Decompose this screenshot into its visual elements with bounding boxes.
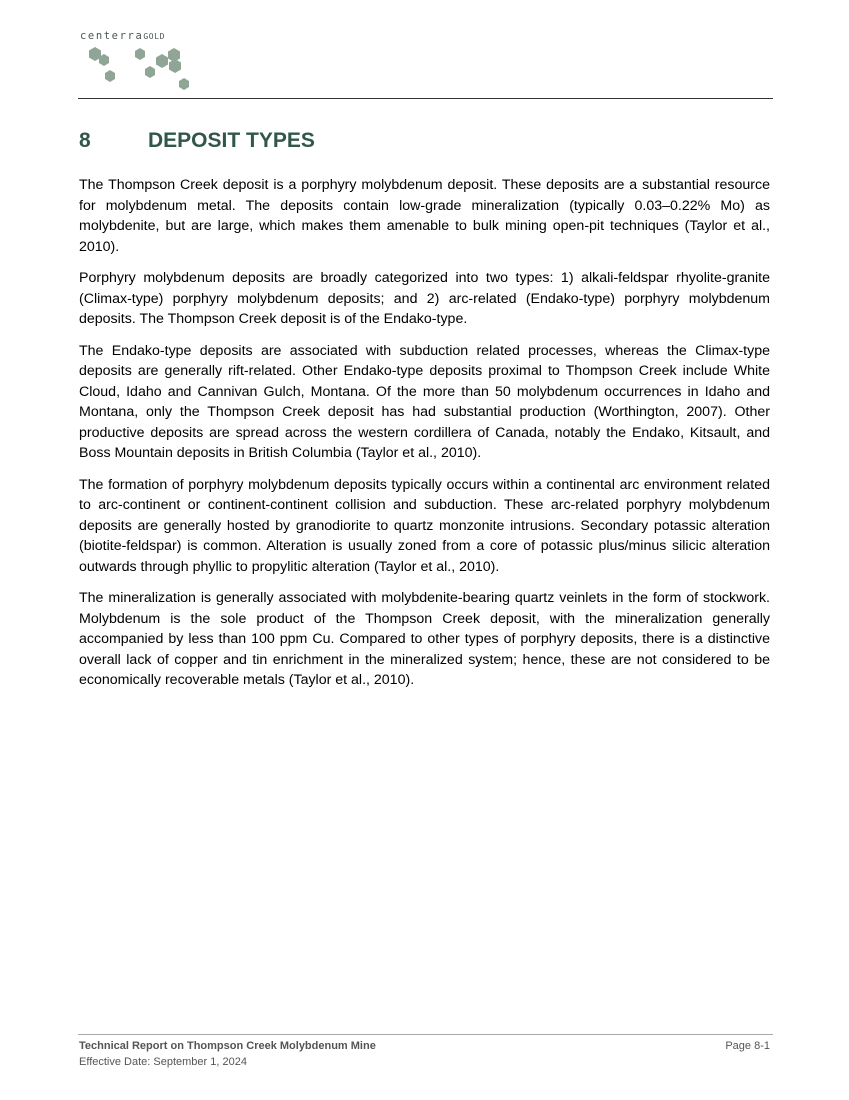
section-number: 8 [79, 129, 91, 152]
hexagon-cluster-icon [80, 44, 200, 94]
hexagon-7 [156, 54, 168, 68]
logo-wordmark [80, 30, 165, 43]
hexagon-shapes [89, 47, 189, 90]
logo-wordmark-secondary: GOLD [143, 32, 166, 41]
paragraph: The mineralization is generally associated with molybdenite-bearing quartz veinlets in the form of stockwork. Molybdenum is the sole product of the Thompson Creek deposit, with the mineralization generally accompanied by less than 100 ppm Cu. Compared to other types of porphyry deposits, there is a distinctive overall lack of copper and tin enrichment in the mineralized system; hence, these are not considered to be economically recoverable metals (Taylor et al., 2010). [79, 590, 770, 688]
footer-effective-date: Effective Date: September 1, 2024 [79, 1056, 247, 1068]
footer-divider [78, 1034, 773, 1035]
footer-report-title: Technical Report on Thompson Creek Molybdenum Mine [79, 1040, 376, 1052]
section-title: DEPOSIT TYPES [148, 129, 315, 152]
hexagon-4 [135, 48, 145, 60]
header-divider [78, 98, 773, 99]
hexagon-3 [105, 70, 115, 82]
paragraph: The Endako-type deposits are associated with subduction related processes, whereas the Climax-type deposits are generally rift-related. Other Endako-type deposits proximal to Thompson Creek include White Cloud, Idaho and Cannivan Gulch, Montana. Of the more than 50 molybdenum occurrences in Idaho and Montana, only the Thompson Creek deposit has had substantial production (Worthington, 2007). Other productive deposits are spread across the western cordillera of Canada, notably the Endako, Kitsault, and Boss Mountain deposits in British Columbia (Taylor et al., 2010). [79, 342, 770, 461]
hexagon-8 [169, 59, 181, 73]
footer-page-number: Page 8-1 [725, 1040, 770, 1052]
logo-wordmark-primary: centerra [80, 30, 144, 42]
body-text [79, 175, 770, 702]
paragraph: The Thompson Creek deposit is a porphyry molybdenum deposit. These deposits are a substantial resource for molybdenum metal. The deposits contain low-grade mineralization (typically 0.03–0.22% Mo) as molybdenite, but are large, which makes them amenable to bulk mining open-pit techniques (Taylor et al., 2010). [79, 177, 770, 255]
company-logo [80, 30, 200, 94]
hexagon-9 [179, 78, 189, 90]
paragraph: The formation of porphyry molybdenum deposits typically occurs within a continental arc environment related to arc-continent or continent-continent collision and subduction. These arc-related porphyry molybdenum deposits are generally hosted by granodiorite to quartz monzonite intrusions. Secondary potassic alteration (biotite-feldspar) is common. Alteration is usually zoned from a core of potassic plus/minus silicic alteration outwards through phyllic to propylitic alteration (Taylor et al., 2010). [79, 476, 770, 575]
hexagon-5 [145, 66, 155, 78]
section-heading [79, 128, 315, 154]
paragraph: Porphyry molybdenum deposits are broadly categorized into two types: 1) alkali-feldspar rhyolite-granite (Climax-type) porphyry molybdenum deposits; and 2) arc-related (Endako-type) porphyry molybdenum deposits. The Thompson Creek deposit is of the Endako-type. [79, 270, 770, 327]
